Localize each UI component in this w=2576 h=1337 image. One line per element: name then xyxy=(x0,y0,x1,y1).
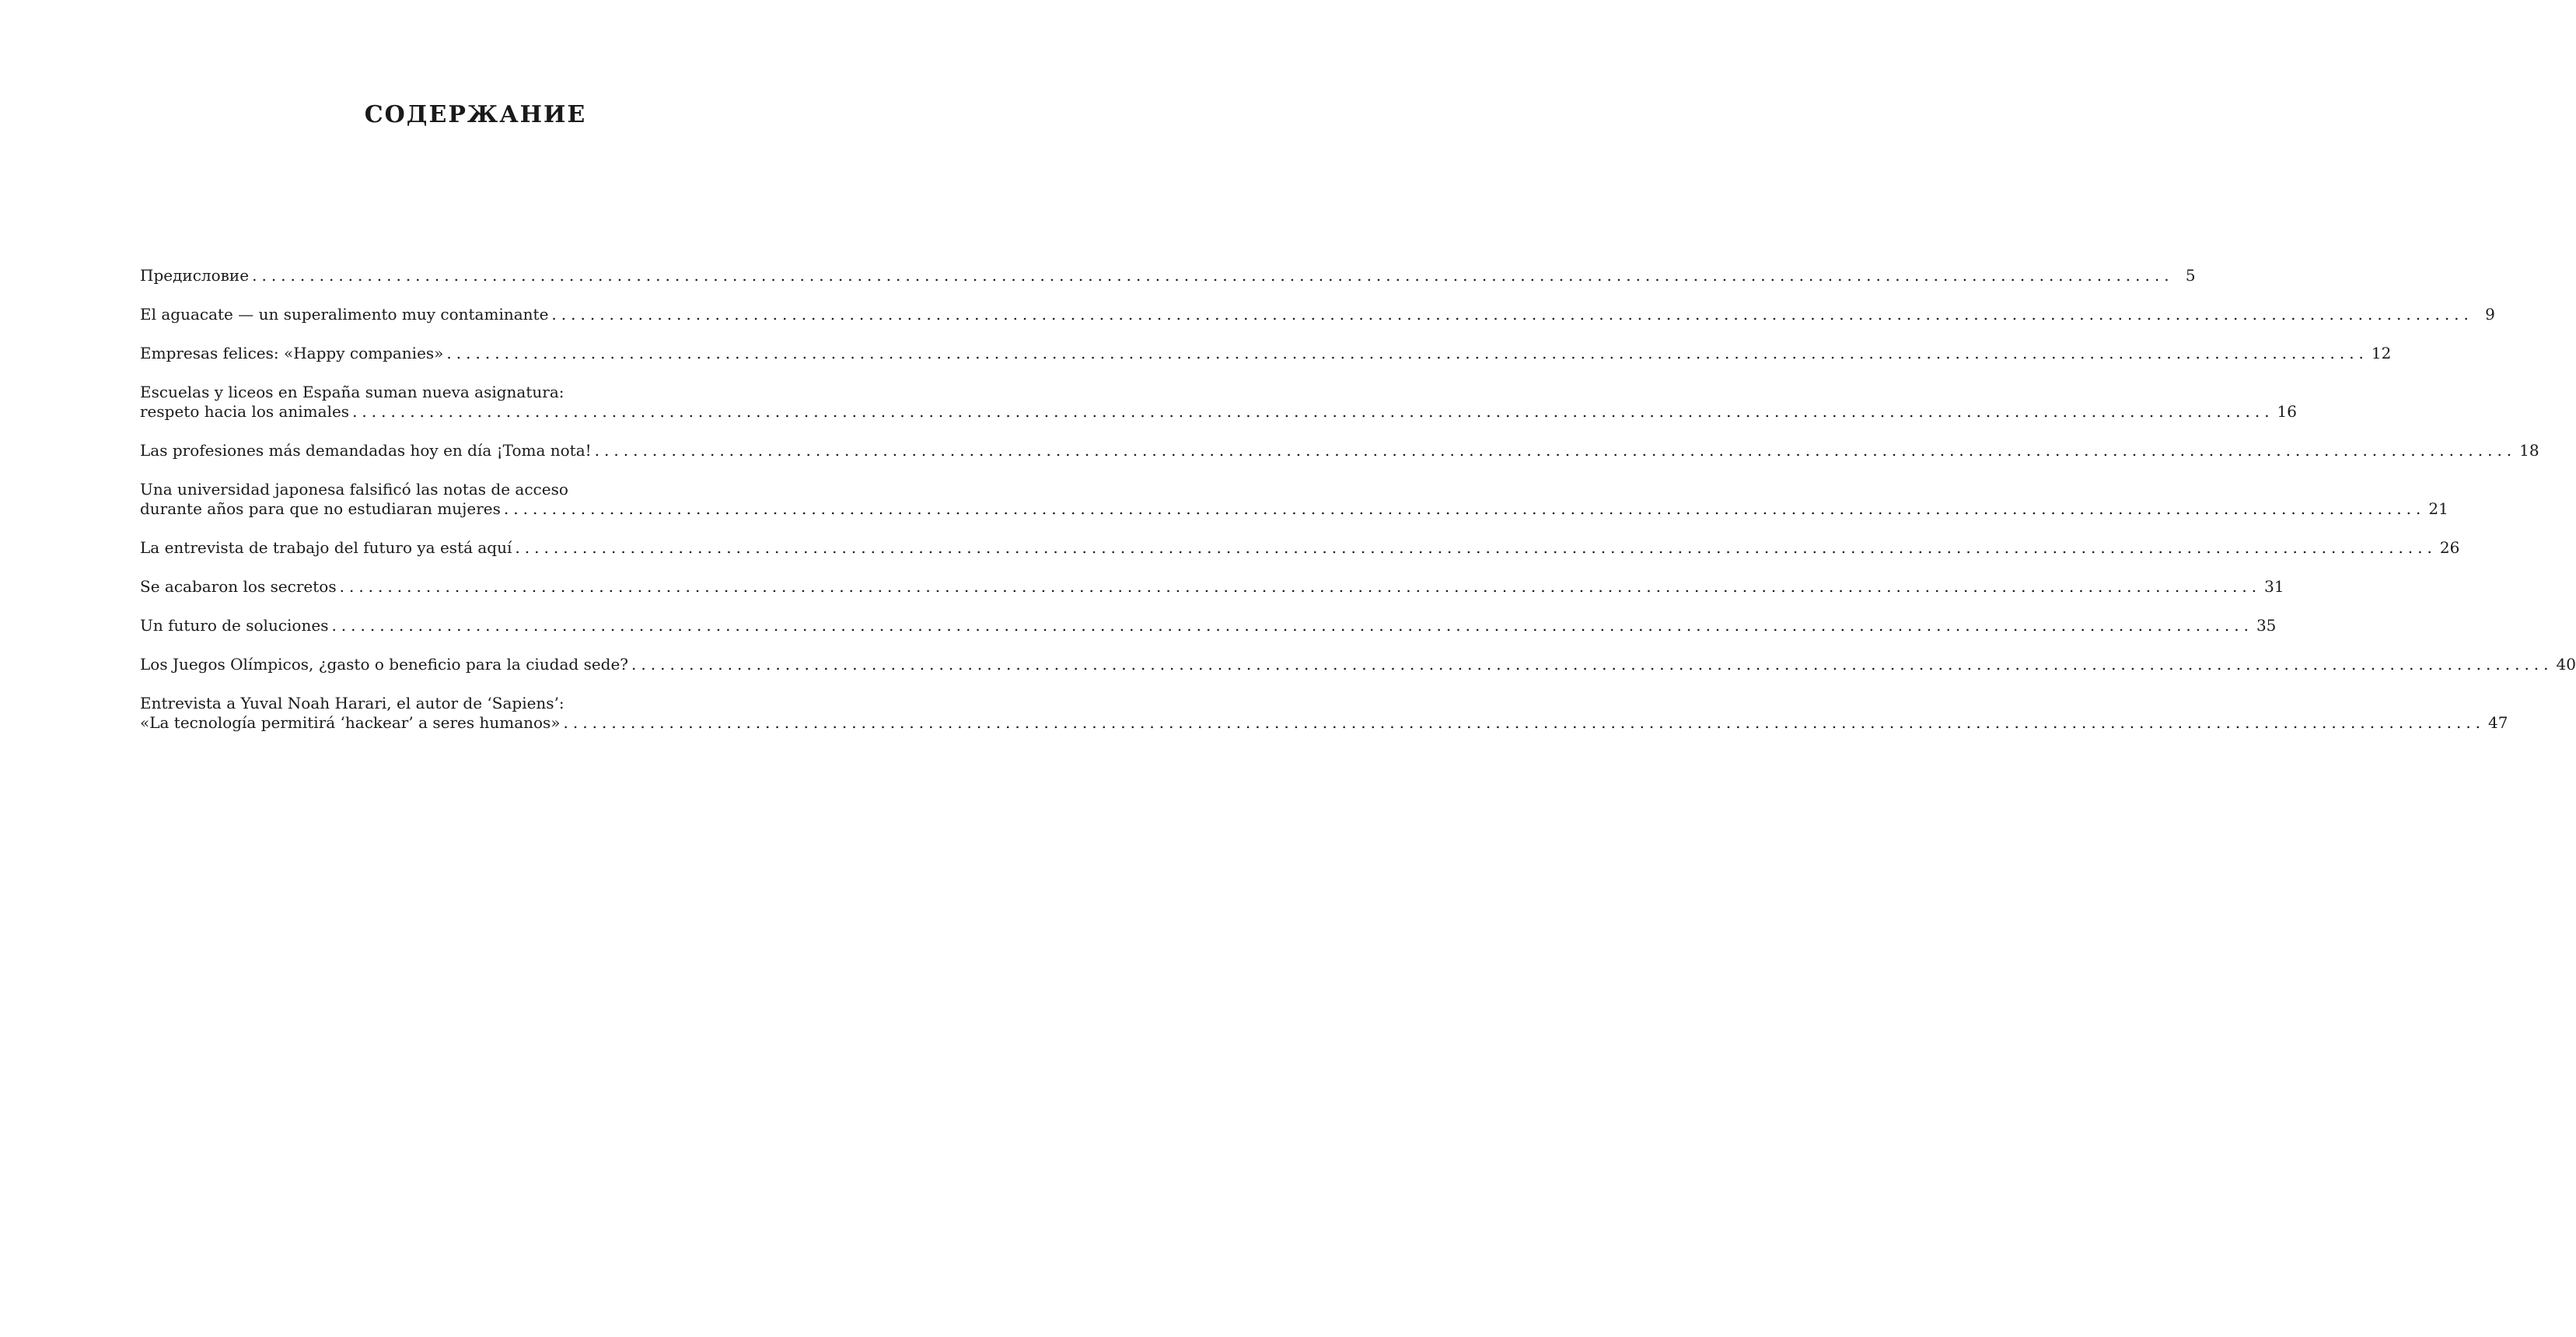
toc-page-number: 21 xyxy=(2428,499,2448,518)
toc-entry-title-line: Entrevista a Yuval Noah Harari, el autor de ‘Sapiens’: xyxy=(140,694,564,712)
toc-page-number: 18 xyxy=(2519,441,2539,460)
toc-entry[interactable] xyxy=(140,344,2392,363)
toc-page-number: 31 xyxy=(2264,577,2284,596)
toc-leader-dots: ........................................................................................................................................................................................................ xyxy=(503,499,2426,518)
toc-entry-row xyxy=(140,713,2508,733)
toc-entry-title: respeto hacia los animales xyxy=(140,402,350,421)
toc-entry-title: Предисловие xyxy=(140,266,250,285)
toc-entry-title: Un futuro de soluciones xyxy=(140,616,329,635)
toc-entry-row xyxy=(140,305,2495,324)
toc-entry-row xyxy=(140,499,2448,519)
toc-entry[interactable] xyxy=(140,441,2539,460)
toc-leader-dots: ........................................................................................................................................................................................................ xyxy=(446,344,2368,362)
toc-entry-title: Empresas felices: «Happy companies» xyxy=(140,344,444,362)
toc-entry[interactable] xyxy=(140,577,2284,597)
toc-entry-row xyxy=(140,266,2196,285)
toc-entry-title: El aguacate — un superalimento muy contaminante xyxy=(140,305,549,324)
toc-entry-title: La entrevista de trabajo del futuro ya está aquí xyxy=(140,538,512,557)
toc-entry-row xyxy=(140,655,2576,674)
toc-entry[interactable] xyxy=(140,538,2460,558)
toc-entry-title: Se acabaron los secretos xyxy=(140,577,337,596)
toc-leader-dots: ........................................................................................................................................................................................................ xyxy=(631,655,2553,674)
toc-leader-dots: ........................................................................................................................................................................................................ xyxy=(563,713,2486,732)
toc-entry-row xyxy=(140,402,2297,422)
toc-entry-title: Los Juegos Olímpicos, ¿gasto o beneficio para la ciudad sede? xyxy=(140,655,629,674)
toc-leader-dots: ........................................................................................................................................................................................................ xyxy=(252,266,2174,285)
toc-entry-title: Las profesiones más demandadas hoy en día ¡Toma nota! xyxy=(140,441,592,460)
toc-entry[interactable] xyxy=(140,480,2448,519)
toc-entry[interactable] xyxy=(140,305,2495,324)
toc-entry-row xyxy=(140,344,2392,363)
toc-leader-dots: ........................................................................................................................................................................................................ xyxy=(515,538,2437,557)
toc-entry-row xyxy=(140,616,2277,635)
toc-leader-dots: ........................................................................................................................................................................................................ xyxy=(339,577,2262,596)
toc-leader-dots: ........................................................................................................................................................................................................ xyxy=(594,441,2517,460)
toc-page-number: 9 xyxy=(2485,305,2495,324)
toc-page-number: 40 xyxy=(2556,655,2576,674)
toc-page-number: 16 xyxy=(2277,402,2297,421)
toc-page-number: 47 xyxy=(2488,713,2508,732)
toc-entry-row xyxy=(140,577,2284,597)
toc-entry[interactable] xyxy=(140,655,2576,674)
toc-page-number: 26 xyxy=(2439,538,2460,557)
toc-entry-row xyxy=(140,538,2460,558)
toc-entry[interactable] xyxy=(140,694,2508,733)
toc-entry[interactable] xyxy=(140,616,2277,635)
toc-leader-dots: ........................................................................................................................................................................................................ xyxy=(331,616,2253,635)
toc-page-number: 5 xyxy=(2185,266,2196,285)
toc-entry-row xyxy=(140,441,2539,460)
toc-entry-title: «La tecnología permitirá ‘hackear’ a seres humanos» xyxy=(140,713,561,732)
page-title: СОДЕРЖАНИЕ xyxy=(364,101,587,128)
toc-page-number: 35 xyxy=(2256,616,2277,635)
toc-entry-title-line: Escuelas y liceos en España suman nueva asignatura: xyxy=(140,383,564,401)
toc-leader-dots: ........................................................................................................................................................................................................ xyxy=(551,305,2473,324)
toc-entry[interactable] xyxy=(140,383,2297,422)
toc-entry-title-line: Una universidad japonesa falsificó las notas de acceso xyxy=(140,480,568,499)
toc-leader-dots: ........................................................................................................................................................................................................ xyxy=(352,402,2274,421)
toc-entry-title: durante años para que no estudiaran mujeres xyxy=(140,499,501,518)
toc-entry[interactable] xyxy=(140,266,2196,285)
table-of-contents xyxy=(140,266,2576,752)
toc-page-number: 12 xyxy=(2371,344,2392,362)
